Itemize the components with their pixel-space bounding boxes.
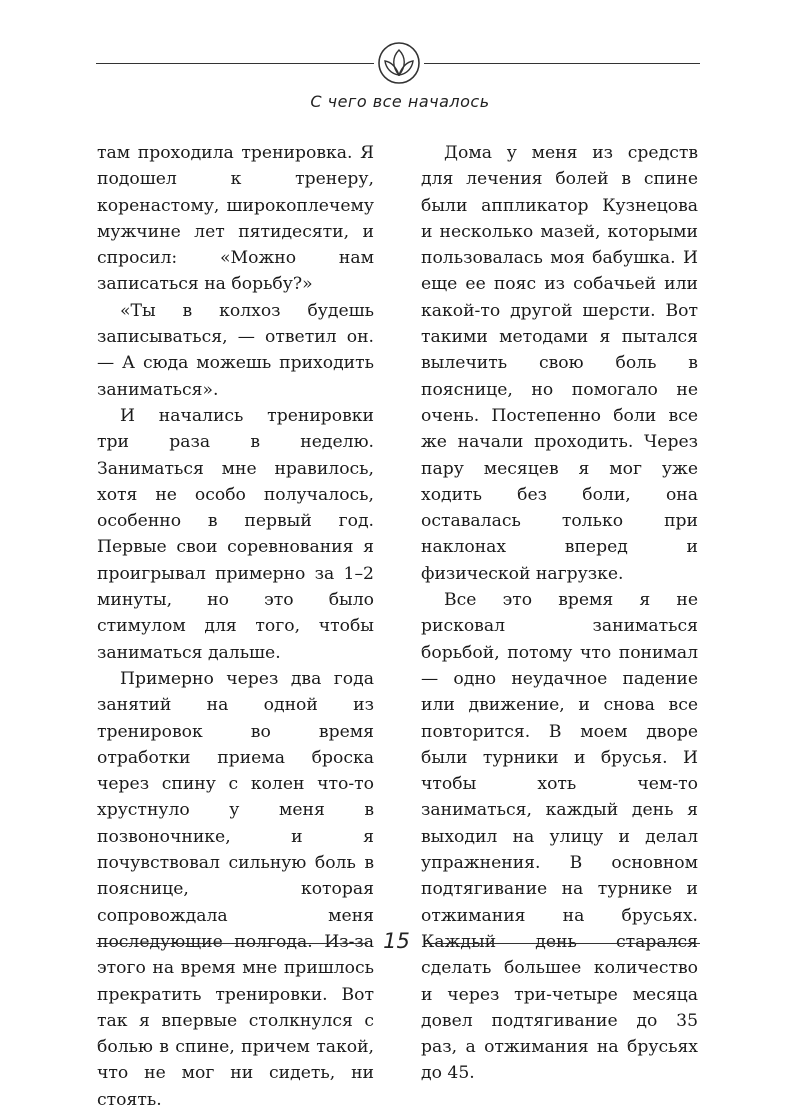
paragraph: И начались тренировки три раза в неделю. Заниматься мне нравилось, хотя не особо получалось, особенно в первый год. Первые свои соревнования я проигрывал примерно за 1–2 минуты, но это было стимулом для того, чтобы заниматься дальше. [97,405,374,663]
lotus-icon [374,41,424,87]
footer-rule-right [425,943,700,944]
paragraph: «Ты в колхоз будешь записываться, — ответил он. — А сюда можешь приходить заниматься». [97,300,374,400]
paragraph: Дома у меня из средств для лечения болей в спине были аппликатор Кузнецова и несколько мазей, которыми пользовалась моя бабушка. И еще ее пояс из собачьей или какой-то другой шерсти. Вот такими методами я пытался вылечить свою боль в пояснице, но помогало не очень. Постепенно боли все же начали проходить. Через пару месяцев я мог уже ходить без боли, она оставалась только при наклонах вперед и физической нагрузке. [421,143,698,584]
header-rule-left [96,63,374,64]
footer-rule-left [96,943,368,944]
left-column [97,140,374,1113]
paragraph: Все это время я не рисковал заниматься борьбой, потому что понимал — одно неудачное падение или движение, и снова все повторится. В моем дворе были турники и брусья. И чтобы хоть чем-то заниматься, каждый день я выходил на улицу и делал упражнения. В основном подтягивание на турнике и отжимания на брусьях. Каждый день старался сделать большее количество и через три-четыре месяца довел подтягивание до 35 раз, а отжимания на брусьях до 45. [421,590,698,1084]
chapter-title: С чего все началось [310,92,490,111]
header-rule-right [424,63,700,64]
page-number: 15 [383,929,410,953]
paragraph: там проходила тренировка. Я подошел к тренеру, коренастому, широкоплечему мужчине лет пятидесяти, и спросил: «Можно нам записаться на борьбу?» [97,143,374,295]
right-column [421,140,698,1087]
paragraph: Примерно через два года занятий на одной из тренировок во время отработки приема броска через спину с колен что-то хрустнуло у меня в позвоночнике, и я почувствовал сильную боль в пояснице, которая сопровождала меня последующие полгода. Из-за этого на время мне пришлось прекратить тренировки. Вот так я впервые столкнулся с болью в спине, причем такой, что не мог ни сидеть, ни стоять. [97,668,374,1110]
